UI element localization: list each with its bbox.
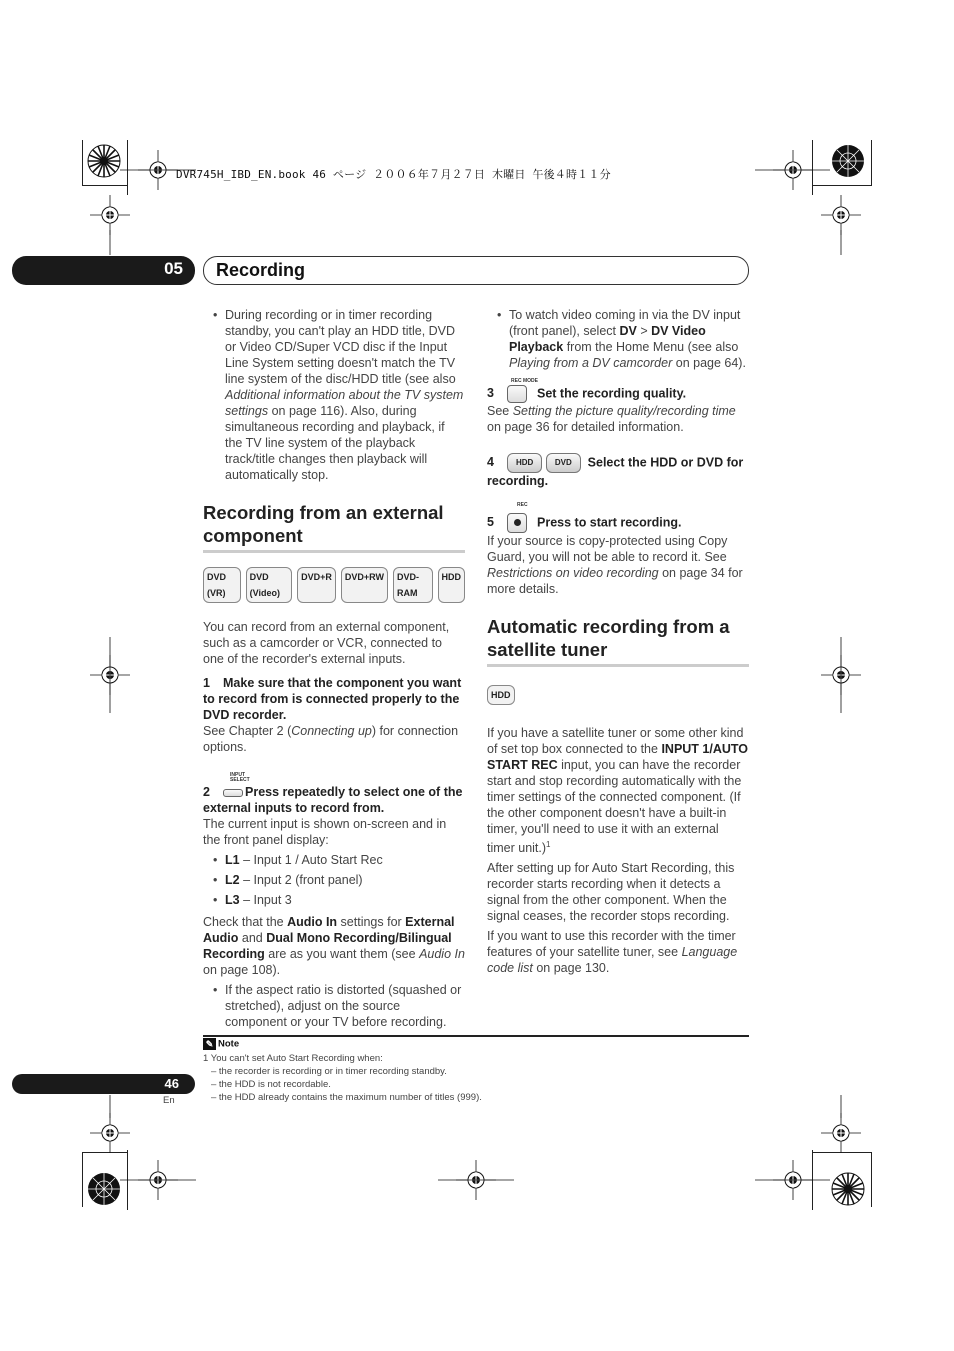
list-item: • If the aspect ratio is distorted (squashed or stretched), adjust on the source component or your TV before recording. (203, 982, 465, 1030)
page-language: En (163, 1095, 175, 1106)
auto-rec-text: If you have a satellite tuner or some other kind of set top box connected to the INPUT 1/AUTO START REC input, you can have the recorder start and stop recording automatically with the timer settings of the connected component. (If the other component doesn't have a built-in timer, you'll need to use it with an external timer unit.)$^1$ (487, 726, 749, 856)
list-item: • L3 – Input 3 (203, 892, 465, 908)
hdd-button-icon: HDD (507, 453, 542, 473)
left-column (203, 307, 465, 1034)
note-body (203, 1052, 482, 1104)
section-heading: Recording from an external component (203, 501, 465, 553)
step-5: REC 5 Press to start recording. (487, 509, 749, 533)
note-line: – the HDD already contains the maximum number of titles (999). (211, 1092, 482, 1103)
step-3: REC MODE 3 Set the recording quality. (487, 385, 749, 403)
chapter-title: Recording (216, 260, 306, 280)
rec-mode-button-icon (507, 385, 527, 403)
step-4: 4 HDD DVD Select the HDD or DVD for recording. (487, 453, 749, 489)
input-select-label: INPUT SELECT (230, 772, 250, 783)
right-column (487, 307, 749, 980)
chapter-tab (12, 256, 195, 285)
note-line: 1 You can't set Auto Start Recording when: (203, 1053, 383, 1064)
note-divider (203, 1035, 749, 1037)
step-2-body: The current input is shown on-screen and in the front panel display: (203, 817, 447, 847)
list-item: • During recording or in timer recording standby, you can't play an HDD title, DVD or Video CD/Super VCD disc if the Input Line System setting doesn't match the TV line system of the disc/HDD title (see also Additional information about the TV system settings on page 116). Also, during simultaneous recording and playback, if the TV line system of the playback track/title changes then playback will automatically stop. (203, 307, 465, 483)
check-text: Check that the Audio In settings for External Audio and Dual Mono Recording/Bilingual Recording are as you want them (see Audio In on page 108). (203, 915, 465, 977)
disc-type-icons (487, 685, 749, 705)
disc-dvd-video-icon: DVD (Video) (246, 567, 292, 603)
disc-hdd-icon: HDD (487, 685, 515, 705)
note-line: – the recorder is recording or in timer recording standby. (211, 1066, 447, 1077)
note-heading: ✎ Note (203, 1038, 239, 1050)
disc-dvd-plus-rw-icon: DVD+RW (341, 567, 388, 603)
input-select-button-icon (223, 789, 243, 797)
dvd-button-icon: DVD (546, 453, 581, 473)
section-heading: Automatic recording from a satellite tuner (487, 615, 749, 667)
page-number: 46 (164, 1076, 179, 1091)
disc-hdd-icon: HDD (438, 567, 466, 603)
auto-rec-text-2: After setting up for Auto Start Recording, this recorder starts recording when it detects a signal from the other component. When the signal ceases, the recorder stops recording. (487, 861, 735, 924)
step-1-title: 1 Make sure that the component you want to record from is connected properly to the DVD recorder. (203, 676, 462, 722)
disc-type-icons (203, 567, 465, 603)
chapter-number: 05 (164, 259, 183, 278)
list-item: • To watch video coming in via the DV input (front panel), select DV > DV Video Playback from the Home Menu (see also Playing from a DV camcorder on page 64). (487, 307, 749, 371)
rec-label: REC (517, 502, 528, 508)
step-5-body: If your source is copy-protected using Copy Guard, you will not be able to record it. See Restrictions on video recording on page 34 for more details. (487, 534, 743, 596)
page-tab (12, 1074, 195, 1094)
list-item: • L2 – Input 2 (front panel) (203, 872, 465, 888)
rec-mode-label: REC MODE (511, 378, 538, 384)
step-3-body: See Setting the picture quality/recording time on page 36 for detailed information. (487, 404, 736, 434)
print-header: DVR745H_IBD_EN.book 46 ページ ２００６年７月２７日 木曜日 午後４時１１分 (176, 168, 611, 181)
step-1-body: See Chapter 2 (Connecting up) for connection options. (203, 724, 459, 754)
note-pin-icon: ✎ (203, 1038, 216, 1050)
chapter-title-bar (203, 256, 749, 285)
step-2: INPUT SELECT 2 Press repeatedly to select one of the external inputs to record from. (203, 772, 463, 815)
disc-dvd-ram-icon: DVD-RAM (393, 567, 433, 603)
auto-rec-text-3: If you want to use this recorder with the timer features of your satellite tuner, see Language code list on page 130. (487, 929, 738, 976)
rec-button-icon (507, 513, 527, 533)
disc-dvd-vr-icon: DVD (VR) (203, 567, 241, 603)
intro-text: You can record from an external component, such as a camcorder or VCR, connected to one of the recorder's external inputs. (203, 620, 450, 666)
note-line: – the HDD is not recordable. (211, 1079, 331, 1090)
disc-dvd-plus-r-icon: DVD+R (297, 567, 336, 603)
list-item: • L1 – Input 1 / Auto Start Rec (203, 852, 465, 868)
